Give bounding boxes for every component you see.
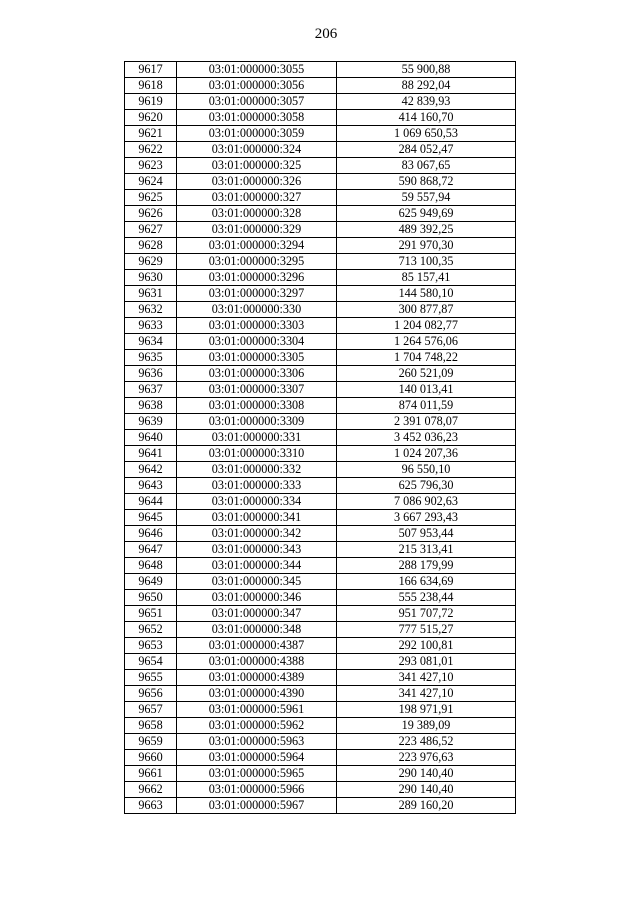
cadastral-value-cell: 874 011,59 <box>337 398 516 414</box>
cadastral-number-cell: 03:01:000000:332 <box>177 462 337 478</box>
cadastral-number-cell: 03:01:000000:3307 <box>177 382 337 398</box>
cadastral-number-cell: 03:01:000000:342 <box>177 526 337 542</box>
row-number-cell: 9650 <box>125 590 177 606</box>
table-row <box>125 654 516 670</box>
cadastral-value-cell: 625 796,30 <box>337 478 516 494</box>
cadastral-value-cell: 1 024 207,36 <box>337 446 516 462</box>
row-number-cell: 9637 <box>125 382 177 398</box>
cadastral-value-cell: 507 953,44 <box>337 526 516 542</box>
row-number-cell: 9635 <box>125 350 177 366</box>
row-number-cell: 9630 <box>125 270 177 286</box>
row-number-cell: 9656 <box>125 686 177 702</box>
cadastral-value-cell: 284 052,47 <box>337 142 516 158</box>
cadastral-value-cell: 85 157,41 <box>337 270 516 286</box>
table-row <box>125 190 516 206</box>
cadastral-number-cell: 03:01:000000:3306 <box>177 366 337 382</box>
cadastral-number-cell: 03:01:000000:343 <box>177 542 337 558</box>
row-number-cell: 9619 <box>125 94 177 110</box>
row-number-cell: 9660 <box>125 750 177 766</box>
table-row <box>125 798 516 814</box>
cadastral-value-cell: 713 100,35 <box>337 254 516 270</box>
table-row <box>125 446 516 462</box>
cadastral-number-cell: 03:01:000000:4387 <box>177 638 337 654</box>
cadastral-value-cell: 3 452 036,23 <box>337 430 516 446</box>
cadastral-number-cell: 03:01:000000:3304 <box>177 334 337 350</box>
row-number-cell: 9654 <box>125 654 177 670</box>
cadastral-number-cell: 03:01:000000:5964 <box>177 750 337 766</box>
table-row <box>125 430 516 446</box>
cadastral-value-cell: 290 140,40 <box>337 766 516 782</box>
cadastral-value-cell: 198 971,91 <box>337 702 516 718</box>
cadastral-value-cell: 96 550,10 <box>337 462 516 478</box>
row-number-cell: 9652 <box>125 622 177 638</box>
cadastral-value-cell: 290 140,40 <box>337 782 516 798</box>
cadastral-number-cell: 03:01:000000:3297 <box>177 286 337 302</box>
row-number-cell: 9622 <box>125 142 177 158</box>
table-row <box>125 366 516 382</box>
cadastral-value-cell: 223 486,52 <box>337 734 516 750</box>
cadastral-number-cell: 03:01:000000:3310 <box>177 446 337 462</box>
table-row <box>125 766 516 782</box>
table-row <box>125 174 516 190</box>
row-number-cell: 9618 <box>125 78 177 94</box>
cadastral-number-cell: 03:01:000000:3055 <box>177 62 337 78</box>
table-row <box>125 734 516 750</box>
row-number-cell: 9661 <box>125 766 177 782</box>
cadastral-value-cell: 260 521,09 <box>337 366 516 382</box>
table-row <box>125 270 516 286</box>
cadastral-number-cell: 03:01:000000:4389 <box>177 670 337 686</box>
table-row <box>125 126 516 142</box>
cadastral-value-cell: 59 557,94 <box>337 190 516 206</box>
row-number-cell: 9631 <box>125 286 177 302</box>
table-row <box>125 158 516 174</box>
row-number-cell: 9633 <box>125 318 177 334</box>
cadastral-value-cell: 83 067,65 <box>337 158 516 174</box>
table-row <box>125 94 516 110</box>
cadastral-number-cell: 03:01:000000:3305 <box>177 350 337 366</box>
table-row <box>125 398 516 414</box>
cadastral-number-cell: 03:01:000000:347 <box>177 606 337 622</box>
table-row <box>125 382 516 398</box>
table-row <box>125 526 516 542</box>
row-number-cell: 9626 <box>125 206 177 222</box>
cadastral-number-cell: 03:01:000000:324 <box>177 142 337 158</box>
cadastral-value-cell: 590 868,72 <box>337 174 516 190</box>
cadastral-value-cell: 625 949,69 <box>337 206 516 222</box>
cadastral-value-cell: 341 427,10 <box>337 686 516 702</box>
table-row <box>125 590 516 606</box>
cadastral-number-cell: 03:01:000000:5967 <box>177 798 337 814</box>
cadastral-value-cell: 555 238,44 <box>337 590 516 606</box>
table-row <box>125 350 516 366</box>
table-row <box>125 478 516 494</box>
table-row <box>125 510 516 526</box>
cadastral-number-cell: 03:01:000000:346 <box>177 590 337 606</box>
row-number-cell: 9627 <box>125 222 177 238</box>
cadastral-number-cell: 03:01:000000:3056 <box>177 78 337 94</box>
row-number-cell: 9653 <box>125 638 177 654</box>
table-row <box>125 318 516 334</box>
table-row <box>125 782 516 798</box>
cadastral-value-cell: 414 160,70 <box>337 110 516 126</box>
row-number-cell: 9625 <box>125 190 177 206</box>
row-number-cell: 9641 <box>125 446 177 462</box>
table-row <box>125 558 516 574</box>
row-number-cell: 9648 <box>125 558 177 574</box>
table-row <box>125 414 516 430</box>
row-number-cell: 9623 <box>125 158 177 174</box>
table-row <box>125 62 516 78</box>
row-number-cell: 9620 <box>125 110 177 126</box>
cadastral-number-cell: 03:01:000000:3059 <box>177 126 337 142</box>
cadastral-value-cell: 3 667 293,43 <box>337 510 516 526</box>
table-row <box>125 142 516 158</box>
cadastral-value-cell: 88 292,04 <box>337 78 516 94</box>
cadastral-number-cell: 03:01:000000:331 <box>177 430 337 446</box>
cadastral-number-cell: 03:01:000000:328 <box>177 206 337 222</box>
cadastral-value-cell: 42 839,93 <box>337 94 516 110</box>
cadastral-number-cell: 03:01:000000:3308 <box>177 398 337 414</box>
row-number-cell: 9659 <box>125 734 177 750</box>
cadastral-number-cell: 03:01:000000:5963 <box>177 734 337 750</box>
table-row <box>125 494 516 510</box>
row-number-cell: 9642 <box>125 462 177 478</box>
row-number-cell: 9657 <box>125 702 177 718</box>
cadastral-number-cell: 03:01:000000:348 <box>177 622 337 638</box>
table-row <box>125 718 516 734</box>
row-number-cell: 9644 <box>125 494 177 510</box>
cadastral-value-cell: 140 013,41 <box>337 382 516 398</box>
cadastral-value-cell: 489 392,25 <box>337 222 516 238</box>
table-row <box>125 574 516 590</box>
cadastral-value-cell: 1 069 650,53 <box>337 126 516 142</box>
row-number-cell: 9634 <box>125 334 177 350</box>
table-row <box>125 222 516 238</box>
table-row <box>125 206 516 222</box>
row-number-cell: 9629 <box>125 254 177 270</box>
row-number-cell: 9638 <box>125 398 177 414</box>
cadastral-value-cell: 292 100,81 <box>337 638 516 654</box>
row-number-cell: 9658 <box>125 718 177 734</box>
cadastral-number-cell: 03:01:000000:330 <box>177 302 337 318</box>
cadastral-number-cell: 03:01:000000:4388 <box>177 654 337 670</box>
cadastral-number-cell: 03:01:000000:345 <box>177 574 337 590</box>
row-number-cell: 9624 <box>125 174 177 190</box>
cadastral-number-cell: 03:01:000000:3303 <box>177 318 337 334</box>
cadastral-number-cell: 03:01:000000:341 <box>177 510 337 526</box>
row-number-cell: 9651 <box>125 606 177 622</box>
table-row <box>125 670 516 686</box>
row-number-cell: 9639 <box>125 414 177 430</box>
cadastral-number-cell: 03:01:000000:333 <box>177 478 337 494</box>
table-row <box>125 750 516 766</box>
row-number-cell: 9640 <box>125 430 177 446</box>
cadastral-number-cell: 03:01:000000:4390 <box>177 686 337 702</box>
row-number-cell: 9628 <box>125 238 177 254</box>
cadastral-number-cell: 03:01:000000:329 <box>177 222 337 238</box>
cadastral-value-cell: 777 515,27 <box>337 622 516 638</box>
row-number-cell: 9621 <box>125 126 177 142</box>
cadastral-number-cell: 03:01:000000:3057 <box>177 94 337 110</box>
cadastral-number-cell: 03:01:000000:5965 <box>177 766 337 782</box>
cadastral-number-cell: 03:01:000000:5962 <box>177 718 337 734</box>
cadastral-value-cell: 55 900,88 <box>337 62 516 78</box>
row-number-cell: 9617 <box>125 62 177 78</box>
table-row <box>125 302 516 318</box>
page-number: 206 <box>314 26 338 42</box>
table-row <box>125 686 516 702</box>
cadastral-value-table <box>124 61 516 814</box>
cadastral-value-cell: 293 081,01 <box>337 654 516 670</box>
table-row <box>125 606 516 622</box>
cadastral-value-cell: 19 389,09 <box>337 718 516 734</box>
row-number-cell: 9647 <box>125 542 177 558</box>
row-number-cell: 9632 <box>125 302 177 318</box>
row-number-cell: 9646 <box>125 526 177 542</box>
table-row <box>125 622 516 638</box>
cadastral-value-cell: 1 704 748,22 <box>337 350 516 366</box>
cadastral-value-cell: 289 160,20 <box>337 798 516 814</box>
table-row <box>125 462 516 478</box>
table-row <box>125 702 516 718</box>
cadastral-value-cell: 215 313,41 <box>337 542 516 558</box>
table-row <box>125 542 516 558</box>
cadastral-value-cell: 2 391 078,07 <box>337 414 516 430</box>
row-number-cell: 9645 <box>125 510 177 526</box>
cadastral-value-cell: 166 634,69 <box>337 574 516 590</box>
cadastral-number-cell: 03:01:000000:3296 <box>177 270 337 286</box>
cadastral-number-cell: 03:01:000000:3309 <box>177 414 337 430</box>
cadastral-value-cell: 291 970,30 <box>337 238 516 254</box>
table-body <box>125 62 516 814</box>
cadastral-value-cell: 951 707,72 <box>337 606 516 622</box>
table-row <box>125 638 516 654</box>
table-row <box>125 110 516 126</box>
cadastral-number-cell: 03:01:000000:325 <box>177 158 337 174</box>
cadastral-value-cell: 300 877,87 <box>337 302 516 318</box>
row-number-cell: 9663 <box>125 798 177 814</box>
table-row <box>125 286 516 302</box>
cadastral-value-cell: 1 264 576,06 <box>337 334 516 350</box>
row-number-cell: 9655 <box>125 670 177 686</box>
cadastral-number-cell: 03:01:000000:326 <box>177 174 337 190</box>
cadastral-value-cell: 341 427,10 <box>337 670 516 686</box>
table-row <box>125 238 516 254</box>
cadastral-number-cell: 03:01:000000:3058 <box>177 110 337 126</box>
row-number-cell: 9636 <box>125 366 177 382</box>
cadastral-value-cell: 144 580,10 <box>337 286 516 302</box>
cadastral-number-cell: 03:01:000000:5966 <box>177 782 337 798</box>
cadastral-number-cell: 03:01:000000:327 <box>177 190 337 206</box>
row-number-cell: 9643 <box>125 478 177 494</box>
cadastral-number-cell: 03:01:000000:334 <box>177 494 337 510</box>
table-row <box>125 78 516 94</box>
cadastral-number-cell: 03:01:000000:3294 <box>177 238 337 254</box>
cadastral-value-cell: 288 179,99 <box>337 558 516 574</box>
table-row <box>125 254 516 270</box>
cadastral-value-cell: 7 086 902,63 <box>337 494 516 510</box>
cadastral-number-cell: 03:01:000000:344 <box>177 558 337 574</box>
cadastral-number-cell: 03:01:000000:3295 <box>177 254 337 270</box>
cadastral-value-cell: 223 976,63 <box>337 750 516 766</box>
row-number-cell: 9649 <box>125 574 177 590</box>
cadastral-value-cell: 1 204 082,77 <box>337 318 516 334</box>
cadastral-number-cell: 03:01:000000:5961 <box>177 702 337 718</box>
table-row <box>125 334 516 350</box>
row-number-cell: 9662 <box>125 782 177 798</box>
